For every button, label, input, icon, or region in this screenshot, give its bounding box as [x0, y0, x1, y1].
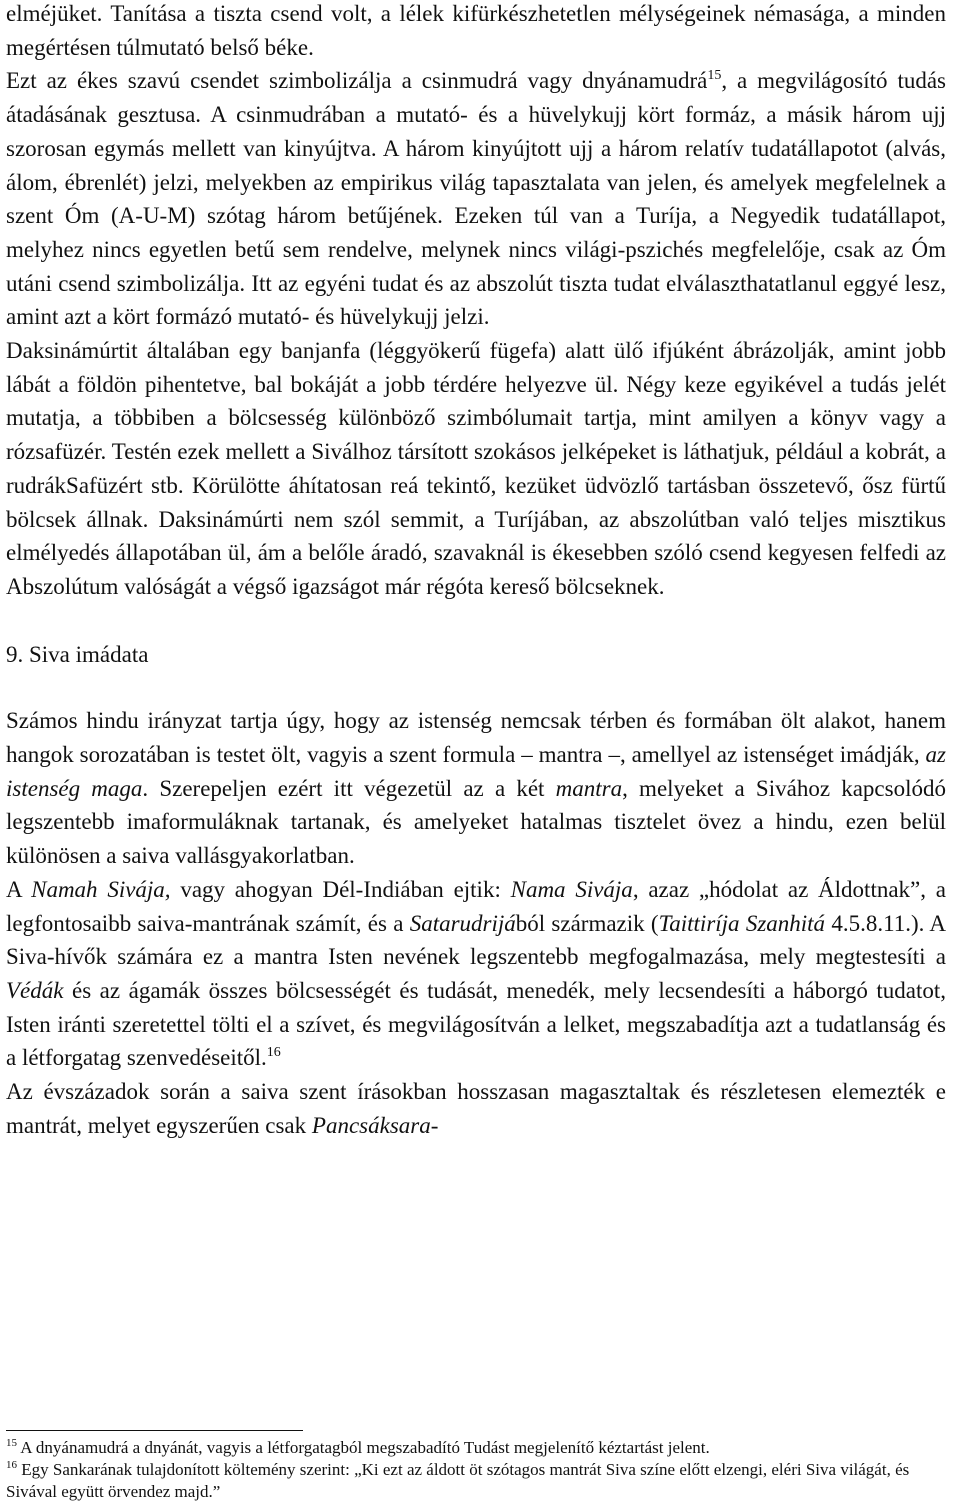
footnote-number: 15	[6, 1437, 17, 1449]
footnotes	[6, 1437, 946, 1503]
text-run: vagy ahogyan Dél-Indiában ejtik:	[170, 876, 511, 902]
paragraph-daksinamurti: Daksinámúrtit általában egy banjanfa (léggyökerű fügefa) alatt ülő ifjúként ábrázolják, amint jobb lábát a földön pihentetve, bal bokáját a jobb térdére helyezve ül. Négy keze egyikével a tudás jelét mutatja, a többiben a bölcsesség különböző szimbólumait tartja, mint amilyen a könyv vagy a rózsafüzér. Testén ezek mellett a Siválhoz társított szokásos jelképeket is láthatjuk, például a kobrát, a rudrákSafüzért stb. Körülötte áhítatosan reá tekintő, kezüket üdvözlő tartásban összetevő, ősz fürtű bölcsek állnak. Daksinámúrti nem szól semmit, a Turíjában, az abszolútban való teljes misztikus elmélyedés állapotában ül, ám a belőle áradó, szavaknál is ékesebben szóló csend kegyesen felfedi az Abszolútum valóságát a végső igazságot már régóta kereső bölcseknek.	[6, 338, 946, 599]
footnote-ref-16[interactable]: 16	[266, 1045, 281, 1061]
footnote-text: Egy Sankarának tulajdonított költemény szerint: „Ki ezt az áldott öt szótagos mantrát Siva színe előtt elzengi, eléri Siva világát, és Sivával együtt örvendez majd.”	[6, 1460, 910, 1501]
text-run: ból származik (	[515, 910, 659, 936]
text-run: Az évszázadok során a saiva szent írásokban hosszasan magasztaltak és részletesen elemezték e mantrát, melyet egyszerűen csak	[6, 1079, 946, 1138]
text-run: , azaz „hódolat az Áldottnak”, a legfontosaibb saiva-mantrának számít, és a	[6, 876, 946, 936]
italic-run: mantra	[555, 775, 623, 801]
paragraph-mantra-intro	[6, 704, 946, 873]
footnote-number: 16	[6, 1459, 17, 1471]
paragraph-namah-sivaja	[6, 873, 946, 1075]
text-run: , a megvilágosító tudás átadásának gesztusa. A csinmudrában a mutató- és a hüvelykujj kört formáz, a másik három ujj szorosan egymás mellett van kinyújtva. A három kinyújtott ujj a három relatív tudatállapotot (alvás, álom, ébrenlét) jelzi, melyekben az empirikus világ tapasztalata van jelen, és amelyek megfelelnek a szent Óm (A-U-M) szótag három betűjének. Ezeken túl van a Turíja, a Negyedik tudatállapot, melyhez nincs egyetlen betű sem rendelve, melynek nincs világi-pszichés megfelelője, csak az Óm utáni csend szimbolizálja. Itt az egyéni tudat és az abszolút tiszta tudat elválaszthatatlanul eggyé lesz, amint azt a kört formázó mutató- és hüvelykujj jelzi.	[6, 68, 946, 330]
italic-run: Satarudrijá	[409, 910, 516, 936]
paragraph-intro: elméjüket. Tanítása a tiszta csend volt, a lélek kifürkészhetetlen mélységeinek némasága, a minden megértésen túlmutató belső béke.	[6, 1, 946, 60]
document-body	[6, 0, 946, 1143]
section-heading: 9. Siva imádata	[6, 641, 149, 667]
footnote-separator	[6, 1430, 303, 1431]
italic-run: Nama Sivája	[510, 876, 633, 902]
text-run: A	[6, 876, 32, 902]
italic-run: Védák	[6, 977, 64, 1003]
text-run: és az ágamák összes bölcsességét és tudását, menedék, mely lecsendesíti a háborgó tudatot, Isten iránti szeretettel tölti el a szívet, és megvilágosítván a lelket, megszabadítja azt a tudatlanság és a létforgatag szenvedéseitől.	[6, 977, 946, 1071]
text-run: Számos hindu irányzat tartja úgy, hogy az istenség nemcsak térben és formában ölt alakot, hanem hangok sorozatában is testet ölt, vagyis a szent formula – mantra –, amellyel az istenséget imádják,	[6, 708, 946, 768]
italic-run: az istenség maga	[6, 742, 946, 801]
italic-run: Namah Sivája,	[31, 876, 171, 902]
text-run: 4.5.8.11.). A Siva-hívők számára ez a mantra Isten nevének legszentebb megfogalmazása, mely megtestesíti a	[6, 910, 946, 970]
paragraph-csinmudra	[6, 64, 946, 334]
footnote-ref-15[interactable]: 15	[707, 68, 722, 84]
footnote-text: A dnyánamudrá a dnyánát, vagyis a létforgatagból megszabadító Tudást megjelenítő kéztartást jelent.	[17, 1438, 710, 1457]
text-run: Ezt az ékes szavú csendet szimbolizálja a csinmudrá vagy dnyánamudrá	[6, 68, 708, 94]
footnote-16	[6, 1459, 946, 1503]
text-run: . Szerepeljen ezért itt végezetül az a két	[142, 775, 556, 801]
text-run: , melyeket a Sivához kapcsolódó legszentebb imaformuláknak tartanak, és amelyeket hatalmas tisztelet övez a hindu, ezen belül különösen a saiva vallásgyakorlatban.	[6, 775, 946, 869]
italic-run: Taittiríja Szanhitá	[658, 910, 826, 936]
footnote-15	[6, 1437, 946, 1459]
paragraph-pancsaksara	[6, 1075, 946, 1142]
italic-run: Pancsáksara-	[311, 1112, 439, 1138]
